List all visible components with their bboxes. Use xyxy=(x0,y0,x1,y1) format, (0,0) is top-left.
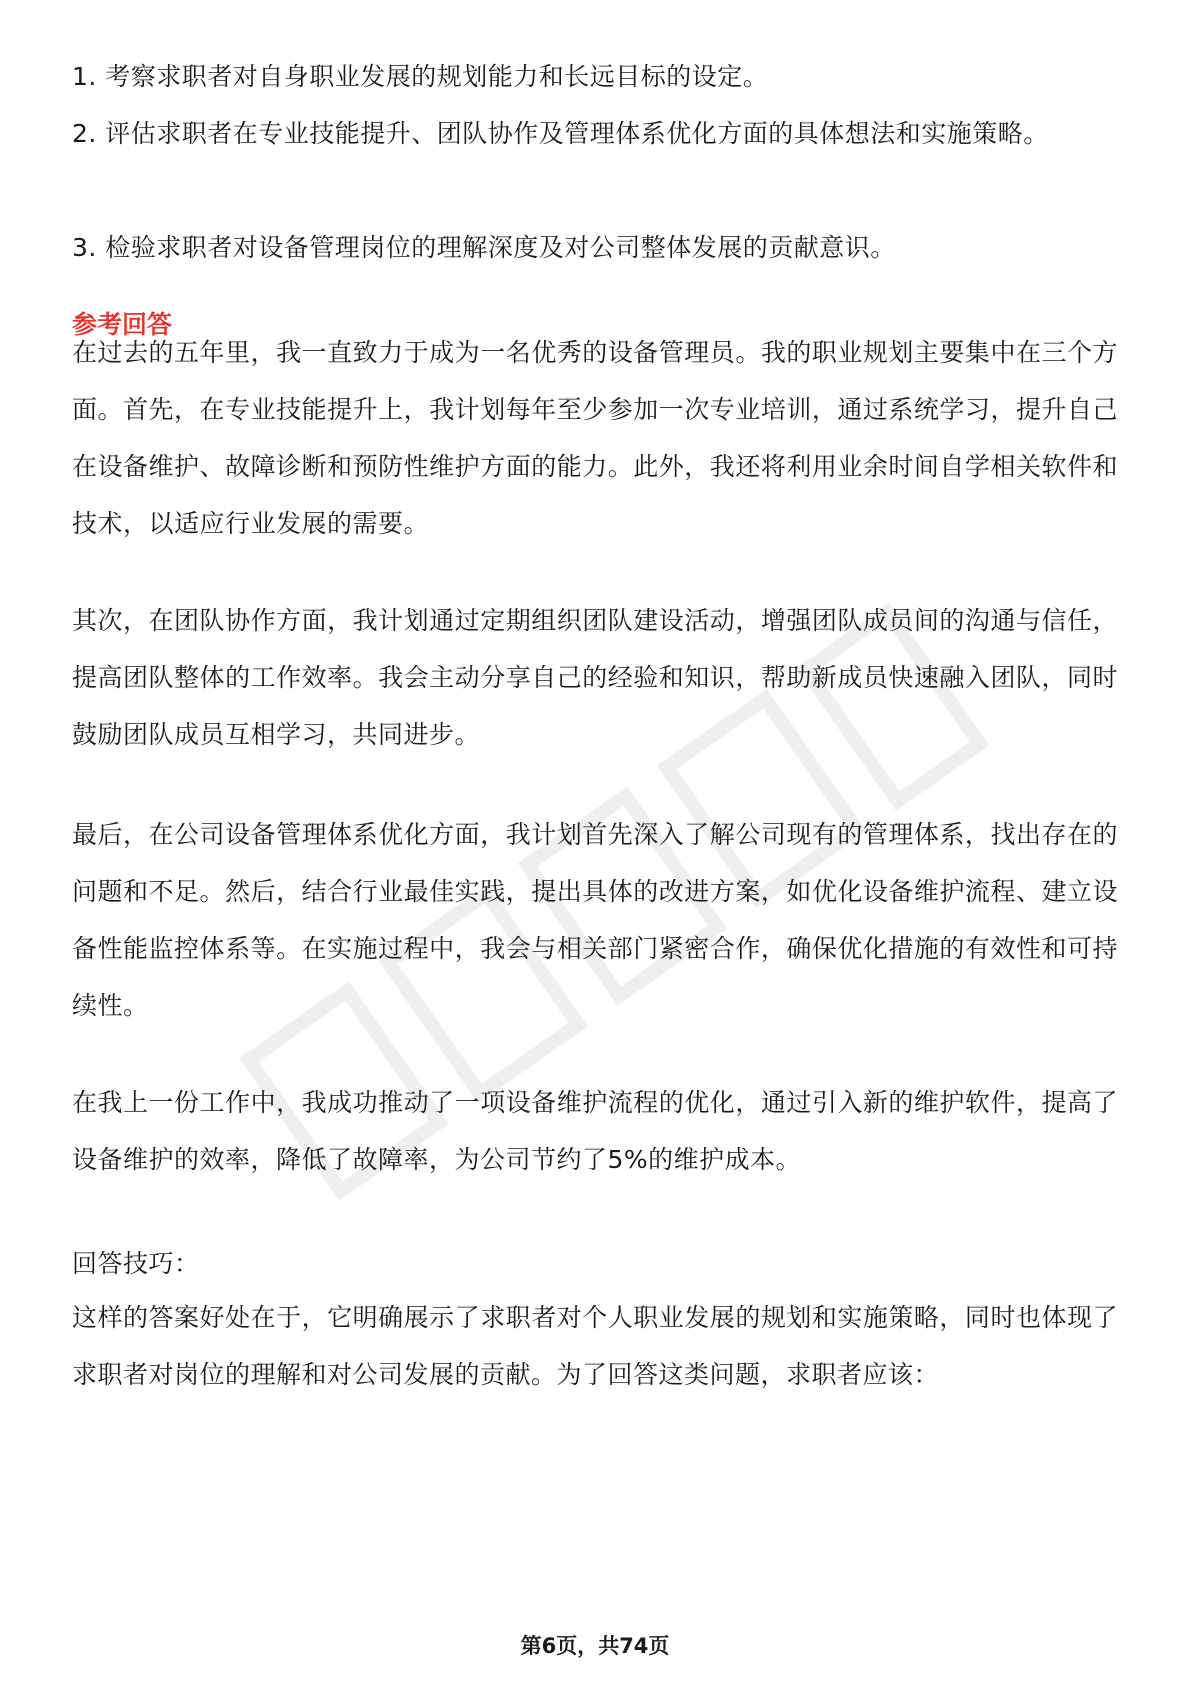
objective-1: 1. 考察求职者对自身职业发展的规划能力和长远目标的设定。 xyxy=(72,62,769,91)
answer-paragraph-2: 其次，在团队协作方面，我计划通过定期组织团队建设活动，增强团队成员间的沟通与信任，提高团队整体的工作效率。我会主动分享自己的经验和知识，帮助新成员快速融入团队，同时鼓励团队成员互相学习，共同进步。 xyxy=(72,606,1118,749)
tips-heading: 回答技巧： xyxy=(72,1249,200,1278)
answer-paragraph-1: 在过去的五年里，我一直致力于成为一名优秀的设备管理员。我的职业规划主要集中在三个方面。首先，在专业技能提升上，我计划每年至少参加一次专业培训，通过系统学习，提升自己在设备维护、故障诊断和预防性维护方面的能力。此外，我还将利用业余时间自学相关软件和技术，以适应行业发展的需要。 xyxy=(72,338,1118,538)
objective-2: 2. 评估求职者在专业技能提升、团队协作及管理体系优化方面的具体想法和实施策略。 xyxy=(72,119,1049,148)
page-footer: 第6页，共74页 xyxy=(520,1634,670,1658)
tips-paragraph: 这样的答案好处在于，它明确展示了求职者对个人职业发展的规划和实施策略，同时也体现了求职者对岗位的理解和对公司发展的贡献。为了回答这类问题，求职者应该： xyxy=(72,1303,1118,1389)
answer-heading: 参考回答 xyxy=(72,310,173,339)
answer-paragraph-3: 最后，在公司设备管理体系优化方面，我计划首先深入了解公司现有的管理体系，找出存在的问题和不足。然后，结合行业最佳实践，提出具体的改进方案，如优化设备维护流程、建立设备性能监控体系等。在实施过程中，我会与相关部门紧密合作，确保优化措施的有效性和可持续性。 xyxy=(72,820,1118,1020)
objective-3: 3. 检验求职者对设备管理岗位的理解深度及对公司整体发展的贡献意识。 xyxy=(72,233,896,262)
answer-paragraph-4: 在我上一份工作中，我成功推动了一项设备维护流程的优化，通过引入新的维护软件，提高了设备维护的效率，降低了故障率，为公司节约了5%的维护成本。 xyxy=(72,1088,1118,1174)
